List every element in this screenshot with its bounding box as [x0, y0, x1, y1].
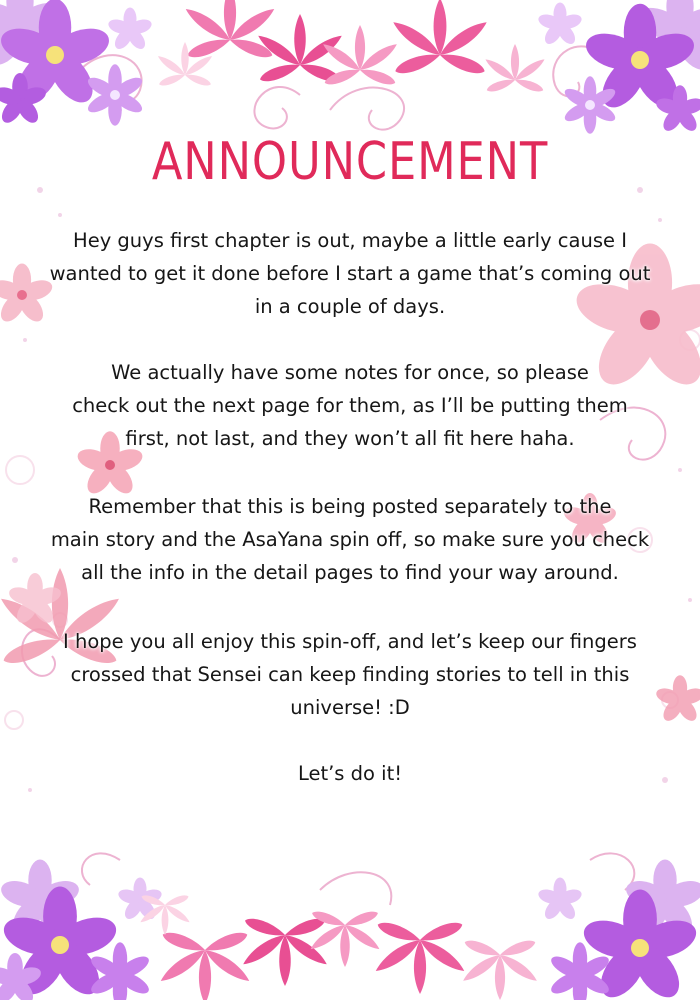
paragraph-1	[20, 224, 680, 323]
paragraph-line: Remember that this is being posted separately to the	[88, 495, 612, 518]
paragraph-line: in a couple of days.	[254, 295, 446, 318]
top-left-purple-flowers	[0, 0, 153, 126]
bottom-right-purple-flowers	[537, 860, 700, 1000]
paragraph-line: main story and the AsaYana spin off, so make sure you check	[50, 528, 650, 551]
paragraph-line: wanted to get it done before I start a game that’s coming out	[49, 262, 651, 285]
paragraph-3	[20, 490, 680, 589]
announcement-title: ANNOUNCEMENT	[151, 132, 549, 192]
paragraph-2	[20, 356, 680, 455]
paragraph-line: universe! :D	[290, 696, 410, 719]
paragraph-line: Hey guys first chapter is out, maybe a little early cause I	[73, 229, 627, 252]
closing-line: Let’s do it!	[297, 762, 403, 785]
bottom-left-purple-flowers	[0, 860, 163, 1000]
paragraph-5	[20, 757, 680, 790]
top-right-purple-flowers	[537, 0, 700, 134]
paragraph-line: all the info in the detail pages to find your way around.	[81, 561, 619, 584]
paragraph-line: crossed that Sensei can keep finding stories to tell in this	[70, 663, 630, 686]
paragraph-line: first, not last, and they won’t all fit here haha.	[125, 427, 575, 450]
paragraph-4	[20, 625, 680, 724]
paragraph-line: check out the next page for them, as I’ll be putting them	[72, 394, 628, 417]
paragraph-line: We actually have some notes for once, so please	[111, 361, 589, 384]
top-center-pink-flowers	[156, 0, 547, 94]
left-side-pink-flowers	[0, 264, 145, 669]
bottom-center-pink-flowers	[138, 893, 539, 1000]
paragraph-line: I hope you all enjoy this spin-off, and let’s keep our fingers	[63, 630, 637, 653]
